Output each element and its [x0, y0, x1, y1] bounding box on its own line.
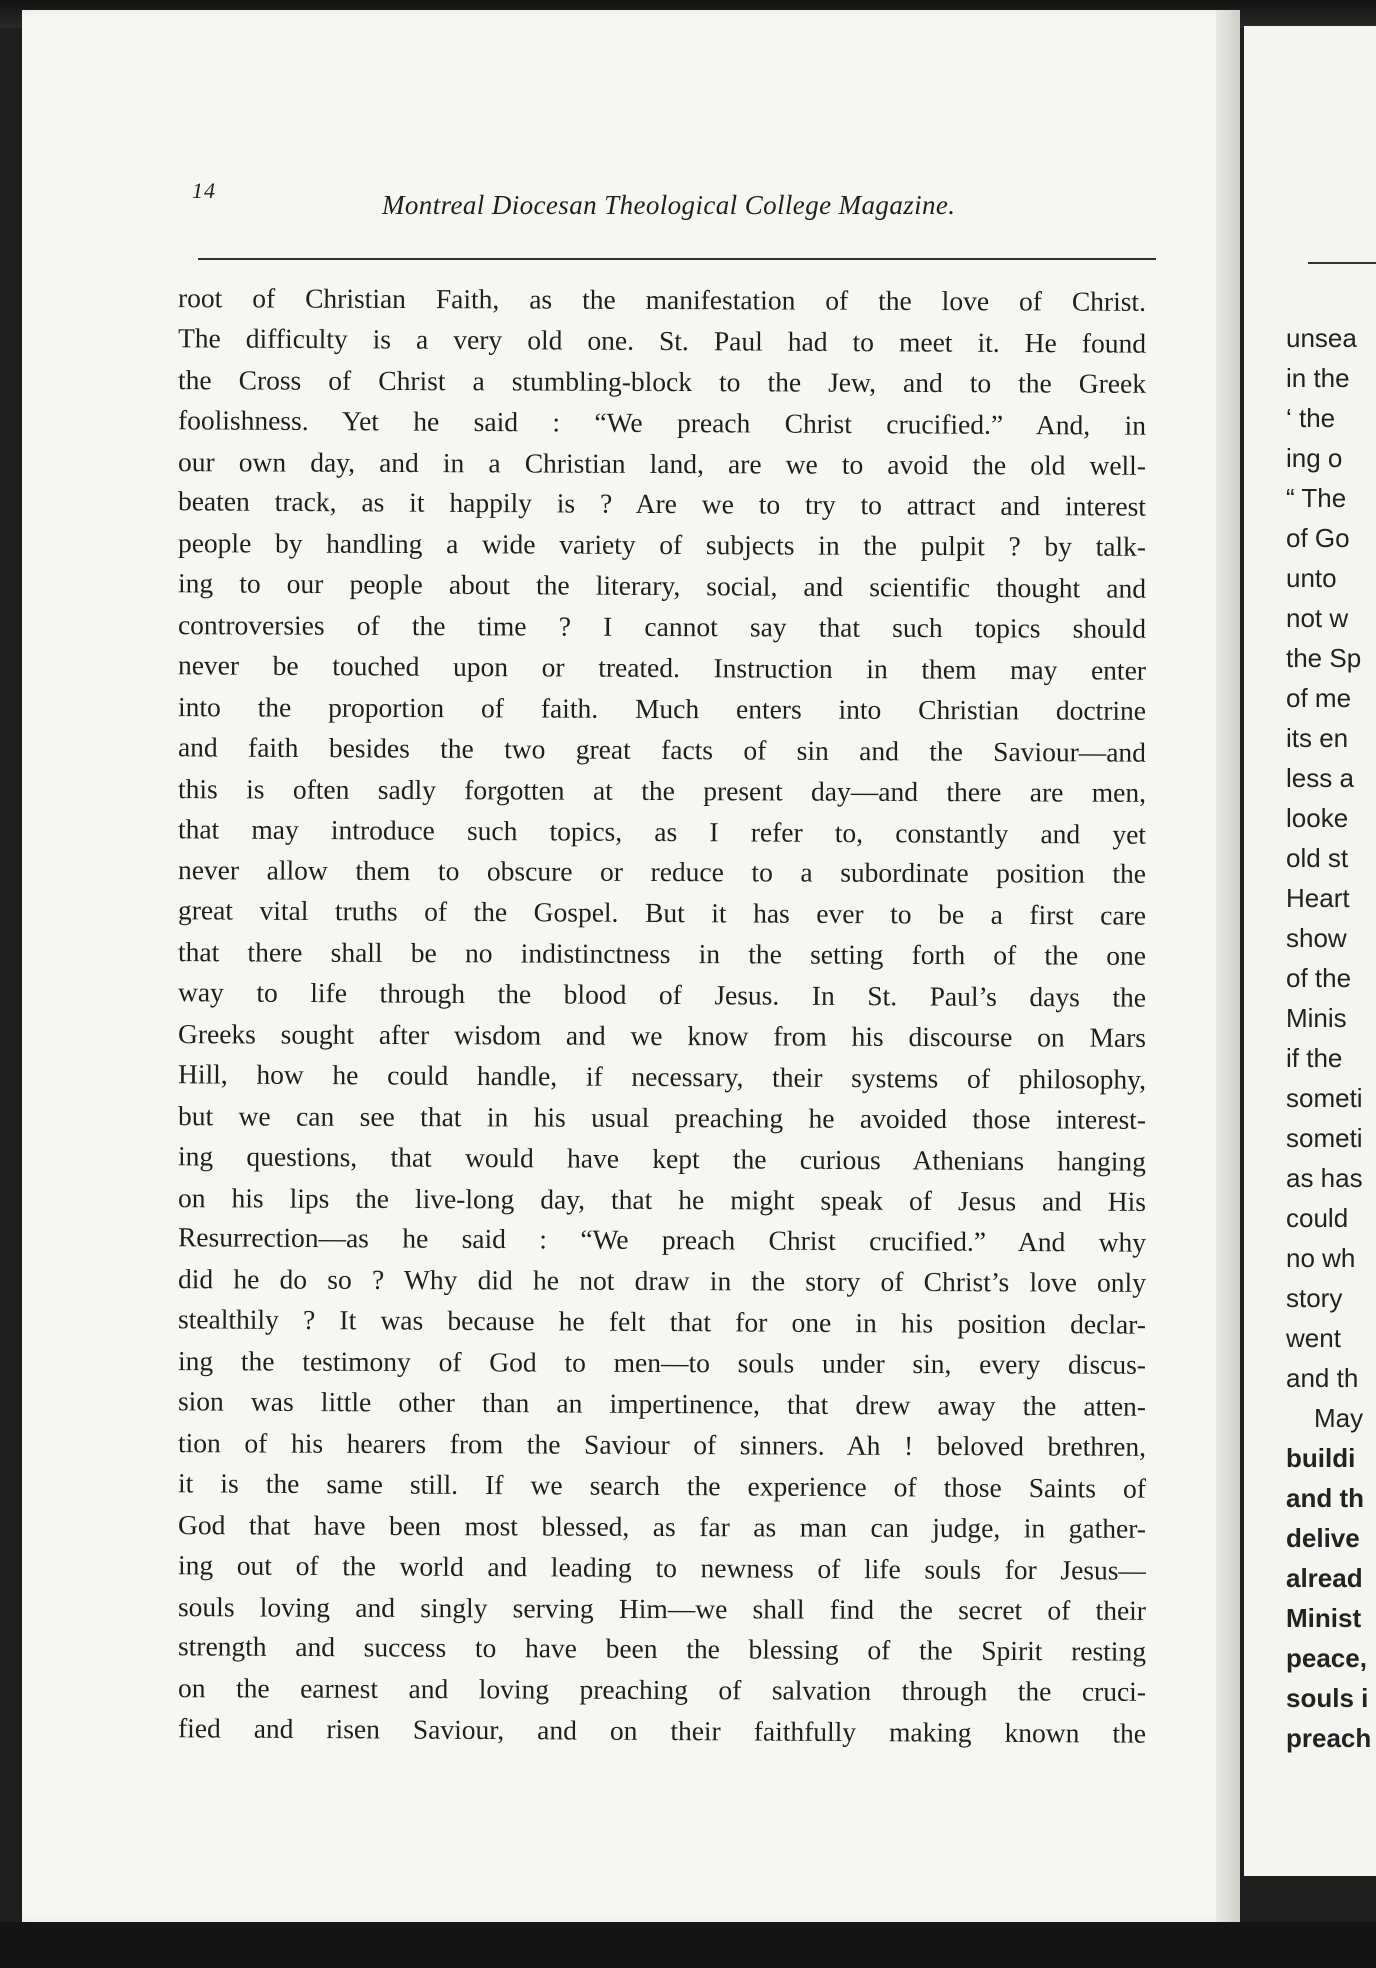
right-text-line: Minist — [1286, 1603, 1362, 1633]
text-line: The difficulty is a very old one. St. Paul had to meet it. He found — [177, 322, 1147, 359]
body-text — [178, 280, 1146, 1752]
text-line: our own day, and in a Christian land, are we to avoid the old well- — [177, 445, 1147, 481]
right-header-rule — [1308, 262, 1376, 264]
right-text-line: peace, — [1286, 1643, 1367, 1673]
right-text-line: buildi — [1286, 1443, 1356, 1473]
text-line: controversies of the time ? I cannot say that such topics should — [177, 609, 1147, 644]
text-line: foolishness. Yet he said : “We preach Christ crucified.” And, in — [177, 403, 1147, 441]
right-text-line: less a — [1286, 763, 1354, 793]
right-text-line: Minis — [1286, 1003, 1347, 1033]
right-text-line: if the — [1286, 1043, 1343, 1073]
scan-bottom-edge — [0, 1922, 1376, 1968]
text-line: the Cross of Christ a stumbling-block to the Jew, and to the Greek — [177, 363, 1147, 399]
text-line: Greeks sought after wisdom and we know from his discourse on Mars — [177, 1018, 1147, 1053]
right-text-line: May — [1314, 1403, 1364, 1433]
text-line: this is often sadly forgotten at the present day—and there are men, — [177, 772, 1147, 808]
right-text-line: as has — [1286, 1163, 1363, 1193]
right-text-line: ‘ the — [1286, 403, 1336, 433]
text-line: way to life through the blood of Jesus. In St. Paul’s days the — [177, 976, 1147, 1013]
text-line: on the earnest and loving preaching of salvation through the cruci- — [177, 1672, 1147, 1708]
right-text-line: souls i — [1286, 1683, 1369, 1713]
text-line: beaten track, as it happily is ? Are we to try to attract and interest — [177, 485, 1147, 523]
right-text-line: and th — [1286, 1363, 1359, 1393]
right-text-line: and th — [1286, 1483, 1364, 1513]
right-page-text — [1286, 318, 1376, 1758]
text-line: strength and success to have been the blessing of the Spirit resting — [177, 1630, 1147, 1668]
text-line: sion was little other than an impertinence, that drew away the atten- — [177, 1385, 1147, 1422]
right-text-line: in the — [1286, 363, 1350, 393]
right-text-line: someti — [1286, 1083, 1363, 1113]
right-text-line: delive — [1286, 1523, 1360, 1553]
page-number: 14 — [192, 178, 216, 203]
right-text-line: its en — [1286, 723, 1349, 753]
right-text-line: no wh — [1286, 1243, 1356, 1273]
right-text-line: someti — [1286, 1123, 1363, 1153]
text-line: Hill, how he could handle, if necessary, their systems of philosophy, — [177, 1058, 1147, 1095]
right-text-line: “ The — [1286, 483, 1347, 513]
running-head: Montreal Diocesan Theological College Magazine. — [382, 190, 956, 220]
text-line: tion of his hearers from the Saviour of sinners. Ah ! beloved brethren, — [177, 1427, 1147, 1462]
text-line: ing the testimony of God to men—to souls under sin, every discus- — [177, 1345, 1147, 1381]
text-line: never allow them to obscure or reduce to a subordinate position the — [177, 854, 1147, 890]
right-text-line: the Sp — [1286, 643, 1362, 673]
right-text-line: preach — [1286, 1723, 1372, 1753]
text-line: Resurrection—as he said : “We preach Christ crucified.” And why — [177, 1221, 1147, 1259]
text-line: ing to our people about the literary, social, and scientific thought and — [177, 567, 1147, 604]
page-gutter — [1216, 10, 1240, 1922]
right-text-line: show — [1286, 923, 1347, 953]
right-text-line: ing o — [1286, 443, 1343, 473]
right-text-line: Heart — [1286, 883, 1350, 913]
right-text-line: could — [1286, 1203, 1349, 1233]
text-line: ing out of the world and leading to newness of life souls for Jesus— — [177, 1548, 1147, 1586]
text-line: it is the same still. If we search the experience of those Saints of — [177, 1467, 1147, 1504]
text-line: did he do so ? Why did he not draw in the story of Christ’s love only — [177, 1263, 1147, 1299]
right-text-line: went — [1286, 1323, 1341, 1353]
text-line: on his lips the live-long day, that he might speak of Jesus and His — [177, 1181, 1147, 1217]
text-line: and faith besides the two great facts of sin and the Saviour—and — [177, 731, 1147, 768]
header-rule — [198, 258, 1156, 260]
text-line: that there shall be no indistinctness in the setting forth of the one — [177, 936, 1147, 972]
right-text-line: of Go — [1286, 523, 1350, 553]
right-text-line: unto — [1286, 563, 1337, 593]
right-page — [1244, 26, 1376, 1876]
text-line: root of Christian Faith, as the manifestation of the love of Christ. — [177, 282, 1147, 317]
text-line: into the proportion of faith. Much enters into Christian doctrine — [177, 691, 1147, 726]
text-line: God that have been most blessed, as far as man can judge, in gather- — [177, 1508, 1147, 1544]
right-text-line: of the — [1286, 963, 1352, 993]
text-line: stealthily ? It was because he felt that for one in his position declar- — [177, 1303, 1147, 1340]
text-line: souls loving and singly serving Him—we shall find the secret of their — [177, 1590, 1147, 1626]
right-text-line: of me — [1286, 683, 1352, 713]
right-text-line: story — [1286, 1283, 1343, 1313]
right-text-line: old st — [1286, 843, 1349, 873]
right-text-line: not w — [1286, 603, 1349, 633]
text-line: that may introduce such topics, as I refer to, constantly and yet — [177, 812, 1147, 850]
right-text-line: alread — [1286, 1563, 1363, 1593]
text-line: but we can see that in his usual preaching he avoided those interest- — [177, 1099, 1147, 1135]
right-text-line: unsea — [1286, 323, 1357, 353]
text-line: people by handling a wide variety of subjects in the pulpit ? by talk- — [177, 527, 1147, 563]
right-text-line: looke — [1286, 803, 1349, 833]
text-line: never be touched upon or treated. Instruction in them may enter — [177, 649, 1147, 686]
text-line: fied and risen Saviour, and on their faithfully making known the — [177, 1712, 1147, 1749]
text-line: ing questions, that would have kept the curious Athenians hanging — [177, 1140, 1147, 1177]
text-line: great vital truths of the Gospel. But it has ever to be a first care — [177, 894, 1147, 932]
